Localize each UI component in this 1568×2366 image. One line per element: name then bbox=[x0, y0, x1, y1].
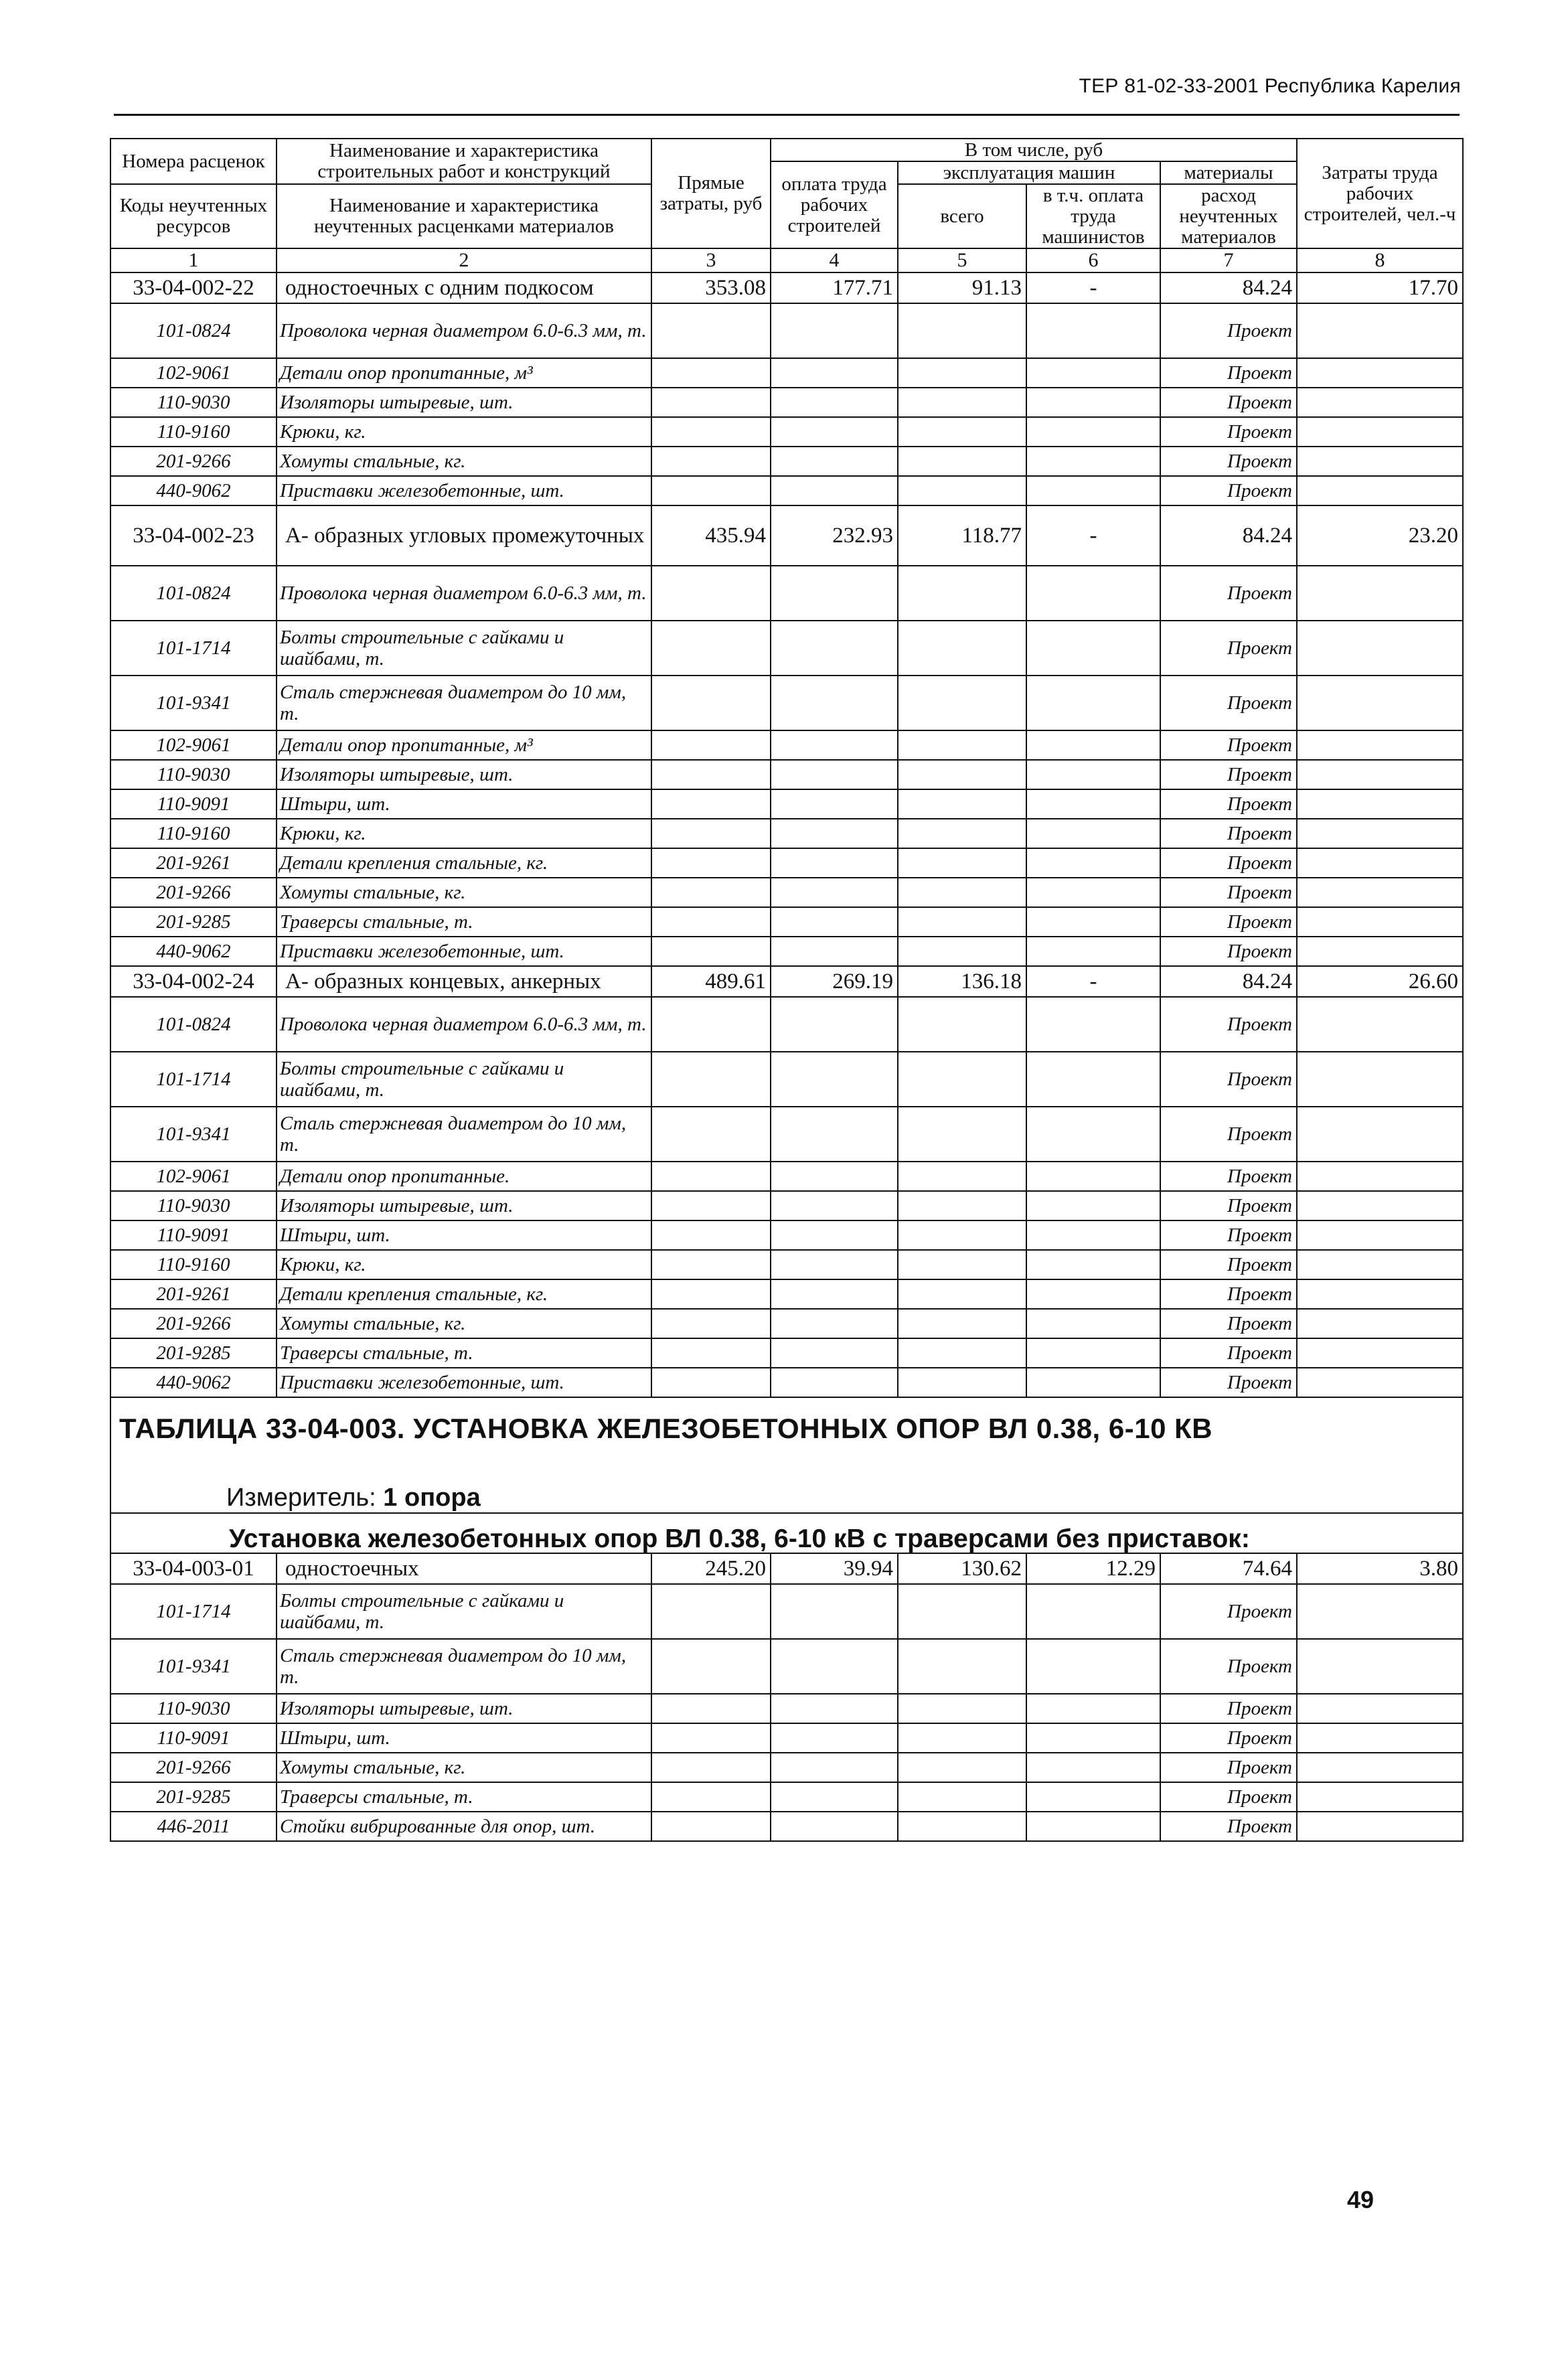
resource-row bbox=[110, 760, 1463, 789]
resource-name: Проволока черная диаметром 6.0-6.3 мм, т. bbox=[277, 997, 651, 1052]
resource-code: 110-9030 bbox=[110, 388, 277, 417]
rate-code: 33-04-002-22 bbox=[110, 272, 277, 303]
column-number: 5 bbox=[898, 248, 1026, 272]
resource-row bbox=[110, 819, 1463, 848]
resource-name: Изоляторы штыревые, шт. bbox=[277, 760, 651, 789]
measure-value: 1 опора bbox=[383, 1484, 481, 1512]
direct-cost: 245.20 bbox=[651, 1553, 771, 1584]
resource-row bbox=[110, 1309, 1463, 1338]
header-machines: эксплуатация машин bbox=[898, 161, 1160, 184]
table-section-header bbox=[110, 1397, 1463, 1513]
resource-value: Проект bbox=[1160, 1368, 1297, 1397]
resource-code: 110-9030 bbox=[110, 1191, 277, 1220]
resource-code: 201-9266 bbox=[110, 447, 277, 476]
resource-value: Проект bbox=[1160, 1753, 1297, 1782]
resource-code: 201-9261 bbox=[110, 848, 277, 878]
direct-cost: 489.61 bbox=[651, 966, 771, 997]
resource-name: Болты строительные с гайками и шайбами, т. bbox=[277, 621, 651, 676]
rate-row bbox=[110, 505, 1463, 566]
resource-name: Траверсы стальные, т. bbox=[277, 1782, 651, 1812]
resource-name: Хомуты стальные, кг. bbox=[277, 1309, 651, 1338]
materials-cost: 74.64 bbox=[1160, 1553, 1297, 1584]
resource-row bbox=[110, 417, 1463, 447]
labor-pay: 269.19 bbox=[771, 966, 898, 997]
resource-value: Проект bbox=[1160, 1191, 1297, 1220]
page-number: 49 bbox=[1347, 2186, 1375, 2213]
header-col4: оплата труда рабочих строителей bbox=[771, 161, 898, 248]
resource-code: 101-9341 bbox=[110, 1107, 277, 1162]
resource-code: 440-9062 bbox=[110, 937, 277, 966]
resource-code: 201-9285 bbox=[110, 1338, 277, 1368]
resource-row bbox=[110, 1279, 1463, 1309]
rate-description: А- образных концевых, анкерных bbox=[277, 966, 651, 997]
resource-name: Приставки железобетонные, шт. bbox=[277, 937, 651, 966]
resource-value: Проект bbox=[1160, 1250, 1297, 1279]
page-header-title: ТЕР 81-02-33-2001 Республика Карелия bbox=[1079, 75, 1461, 97]
resource-value: Проект bbox=[1160, 1723, 1297, 1753]
resource-value: Проект bbox=[1160, 676, 1297, 730]
materials-cost: 84.24 bbox=[1160, 966, 1297, 997]
resource-name: Проволока черная диаметром 6.0-6.3 мм, т. bbox=[277, 303, 651, 358]
header-group: В том числе, руб bbox=[771, 139, 1297, 161]
resource-code: 110-9160 bbox=[110, 1250, 277, 1279]
measure-label: Измеритель: bbox=[226, 1484, 376, 1512]
resource-value: Проект bbox=[1160, 417, 1297, 447]
resource-value: Проект bbox=[1160, 907, 1297, 937]
resource-row bbox=[110, 388, 1463, 417]
resource-row bbox=[110, 997, 1463, 1052]
resource-code: 201-9266 bbox=[110, 878, 277, 907]
resource-row bbox=[110, 358, 1463, 388]
resource-name: Крюки, кг. bbox=[277, 1250, 651, 1279]
resource-value: Проект bbox=[1160, 1338, 1297, 1368]
resource-name: Сталь стержневая диаметром до 10 мм, т. bbox=[277, 676, 651, 730]
resource-code: 201-9261 bbox=[110, 1279, 277, 1309]
resource-code: 110-9160 bbox=[110, 819, 277, 848]
resource-row bbox=[110, 937, 1463, 966]
column-number: 2 bbox=[277, 248, 651, 272]
resource-row bbox=[110, 1753, 1463, 1782]
header-rule bbox=[114, 114, 1460, 116]
resource-value: Проект bbox=[1160, 760, 1297, 789]
resource-name: Изоляторы штыревые, шт. bbox=[277, 388, 651, 417]
resource-code: 201-9285 bbox=[110, 907, 277, 937]
header-col1-bottom: Коды неучтенных ресурсов bbox=[110, 184, 277, 248]
resource-value: Проект bbox=[1160, 566, 1297, 621]
resource-code: 101-0824 bbox=[110, 997, 277, 1052]
resource-row bbox=[110, 566, 1463, 621]
labor-hours: 17.70 bbox=[1297, 272, 1463, 303]
resource-value: Проект bbox=[1160, 1639, 1297, 1694]
resource-value: Проект bbox=[1160, 1052, 1297, 1107]
resource-row bbox=[110, 907, 1463, 937]
machinists-pay: - bbox=[1026, 966, 1160, 997]
machines-total: 91.13 bbox=[898, 272, 1026, 303]
machinists-pay: - bbox=[1026, 272, 1160, 303]
resource-name: Детали крепления стальные, кг. bbox=[277, 1279, 651, 1309]
resource-name: Приставки железобетонные, шт. bbox=[277, 1368, 651, 1397]
resource-code: 110-9091 bbox=[110, 789, 277, 819]
resource-code: 110-9091 bbox=[110, 1220, 277, 1250]
resource-name: Болты строительные с гайками и шайбами, т. bbox=[277, 1584, 651, 1639]
rate-code: 33-04-002-24 bbox=[110, 966, 277, 997]
labor-pay: 232.93 bbox=[771, 505, 898, 566]
header-col5: всего bbox=[898, 184, 1026, 248]
header-col2-top: Наименование и характеристика строительных работ и конструкций bbox=[277, 139, 651, 184]
machines-total: 136.18 bbox=[898, 966, 1026, 997]
resource-code: 201-9285 bbox=[110, 1782, 277, 1812]
resource-row bbox=[110, 1639, 1463, 1694]
rate-code: 33-04-003-01 bbox=[110, 1553, 277, 1584]
resource-value: Проект bbox=[1160, 447, 1297, 476]
column-numbers-row bbox=[110, 248, 1463, 272]
rate-description: одностоечных с одним подкосом bbox=[277, 272, 651, 303]
resource-code: 102-9061 bbox=[110, 730, 277, 760]
resource-row bbox=[110, 676, 1463, 730]
resource-code: 110-9160 bbox=[110, 417, 277, 447]
resource-row bbox=[110, 1812, 1463, 1841]
resource-value: Проект bbox=[1160, 819, 1297, 848]
header-col6: в т.ч. оплата труда машинистов bbox=[1026, 184, 1160, 248]
resource-row bbox=[110, 848, 1463, 878]
resource-value: Проект bbox=[1160, 303, 1297, 358]
resource-value: Проект bbox=[1160, 1782, 1297, 1812]
resource-name: Детали опор пропитанные, м³ bbox=[277, 730, 651, 760]
subsection-title: Установка железобетонных опор ВЛ 0.38, 6-10 кВ с траверсами без приставок: bbox=[110, 1513, 1463, 1553]
resource-row bbox=[110, 1052, 1463, 1107]
resource-value: Проект bbox=[1160, 1220, 1297, 1250]
header-col8: Затраты труда рабочих строителей, чел.-ч bbox=[1297, 139, 1463, 248]
resource-value: Проект bbox=[1160, 878, 1297, 907]
materials-cost: 84.24 bbox=[1160, 272, 1297, 303]
resource-name: Штыри, шт. bbox=[277, 789, 651, 819]
rate-row bbox=[110, 272, 1463, 303]
resource-value: Проект bbox=[1160, 1107, 1297, 1162]
resource-name: Крюки, кг. bbox=[277, 417, 651, 447]
resource-value: Проект bbox=[1160, 621, 1297, 676]
resource-code: 446-2011 bbox=[110, 1812, 277, 1841]
rate-description: одностоечных bbox=[277, 1553, 651, 1584]
resource-name: Штыри, шт. bbox=[277, 1723, 651, 1753]
resource-name: Приставки железобетонные, шт. bbox=[277, 476, 651, 505]
rate-code: 33-04-002-23 bbox=[110, 505, 277, 566]
column-number: 8 bbox=[1297, 248, 1463, 272]
resource-row bbox=[110, 476, 1463, 505]
subsection-header bbox=[110, 1513, 1463, 1553]
resource-row bbox=[110, 878, 1463, 907]
machinists-pay: 12.29 bbox=[1026, 1553, 1160, 1584]
column-number: 3 bbox=[651, 248, 771, 272]
resource-code: 101-1714 bbox=[110, 1052, 277, 1107]
rate-row bbox=[110, 1553, 1463, 1584]
price-table bbox=[110, 138, 1464, 1842]
resource-value: Проект bbox=[1160, 388, 1297, 417]
column-number: 6 bbox=[1026, 248, 1160, 272]
resource-value: Проект bbox=[1160, 476, 1297, 505]
resource-row bbox=[110, 1250, 1463, 1279]
column-number: 7 bbox=[1160, 248, 1297, 272]
machines-total: 118.77 bbox=[898, 505, 1026, 566]
resource-name: Болты строительные с гайками и шайбами, т. bbox=[277, 1052, 651, 1107]
resource-value: Проект bbox=[1160, 1584, 1297, 1639]
resource-value: Проект bbox=[1160, 997, 1297, 1052]
resource-value: Проект bbox=[1160, 1812, 1297, 1841]
machines-total: 130.62 bbox=[898, 1553, 1026, 1584]
resource-name: Изоляторы штыревые, шт. bbox=[277, 1694, 651, 1723]
resource-value: Проект bbox=[1160, 1279, 1297, 1309]
resource-row bbox=[110, 1694, 1463, 1723]
resource-name: Сталь стержневая диаметром до 10 мм, т. bbox=[277, 1107, 651, 1162]
rate-description: А- образных угловых промежуточных bbox=[277, 505, 651, 566]
resource-code: 201-9266 bbox=[110, 1753, 277, 1782]
table-section-title: ТАБЛИЦА 33-04-003. УСТАНОВКА ЖЕЛЕЗОБЕТОННЫХ ОПОР ВЛ 0.38, 6-10 КВ bbox=[119, 1413, 1213, 1444]
resource-name: Изоляторы штыревые, шт. bbox=[277, 1191, 651, 1220]
resource-name: Стойки вибрированные для опор, шт. bbox=[277, 1812, 651, 1841]
resource-code: 440-9062 bbox=[110, 1368, 277, 1397]
resource-name: Крюки, кг. bbox=[277, 819, 651, 848]
resource-value: Проект bbox=[1160, 1694, 1297, 1723]
resource-name: Хомуты стальные, кг. bbox=[277, 878, 651, 907]
column-number: 1 bbox=[110, 248, 277, 272]
resource-row bbox=[110, 447, 1463, 476]
resource-name: Сталь стержневая диаметром до 10 мм, т. bbox=[277, 1639, 651, 1694]
resource-name: Хомуты стальные, кг. bbox=[277, 1753, 651, 1782]
rate-row bbox=[110, 966, 1463, 997]
resource-row bbox=[110, 1220, 1463, 1250]
resource-row bbox=[110, 1723, 1463, 1753]
resource-code: 101-9341 bbox=[110, 1639, 277, 1694]
header-materials: материалы bbox=[1160, 161, 1297, 184]
resource-name: Детали крепления стальные, кг. bbox=[277, 848, 651, 878]
resource-code: 201-9266 bbox=[110, 1309, 277, 1338]
resource-row bbox=[110, 1162, 1463, 1191]
header-col7: расход неучтенных материалов bbox=[1160, 184, 1297, 248]
resource-row bbox=[110, 789, 1463, 819]
resource-value: Проект bbox=[1160, 789, 1297, 819]
resource-name: Траверсы стальные, т. bbox=[277, 907, 651, 937]
resource-row bbox=[110, 303, 1463, 358]
resource-name: Детали опор пропитанные. bbox=[277, 1162, 651, 1191]
resource-code: 110-9091 bbox=[110, 1723, 277, 1753]
measure-line bbox=[111, 1484, 1462, 1512]
resource-value: Проект bbox=[1160, 358, 1297, 388]
resource-code: 110-9030 bbox=[110, 1694, 277, 1723]
resource-value: Проект bbox=[1160, 1309, 1297, 1338]
resource-code: 440-9062 bbox=[110, 476, 277, 505]
resource-row bbox=[110, 1338, 1463, 1368]
machinists-pay: - bbox=[1026, 505, 1160, 566]
resource-code: 101-0824 bbox=[110, 566, 277, 621]
header-col1-top: Номера расценок bbox=[110, 139, 277, 184]
resource-row bbox=[110, 1584, 1463, 1639]
resource-value: Проект bbox=[1160, 730, 1297, 760]
resource-value: Проект bbox=[1160, 1162, 1297, 1191]
column-number: 4 bbox=[771, 248, 898, 272]
materials-cost: 84.24 bbox=[1160, 505, 1297, 566]
resource-name: Траверсы стальные, т. bbox=[277, 1338, 651, 1368]
resource-value: Проект bbox=[1160, 937, 1297, 966]
resource-code: 102-9061 bbox=[110, 1162, 277, 1191]
labor-hours: 26.60 bbox=[1297, 966, 1463, 997]
resource-code: 102-9061 bbox=[110, 358, 277, 388]
direct-cost: 353.08 bbox=[651, 272, 771, 303]
labor-hours: 23.20 bbox=[1297, 505, 1463, 566]
labor-pay: 177.71 bbox=[771, 272, 898, 303]
header-col2-bottom: Наименование и характеристика неучтенных расценками материалов bbox=[277, 184, 651, 248]
resource-name: Детали опор пропитанные, м³ bbox=[277, 358, 651, 388]
direct-cost: 435.94 bbox=[651, 505, 771, 566]
resource-code: 101-9341 bbox=[110, 676, 277, 730]
resource-name: Хомуты стальные, кг. bbox=[277, 447, 651, 476]
resource-row bbox=[110, 1782, 1463, 1812]
resource-row bbox=[110, 1368, 1463, 1397]
resource-code: 110-9030 bbox=[110, 760, 277, 789]
header-col3: Прямые затраты, руб bbox=[651, 139, 771, 248]
resource-code: 101-0824 bbox=[110, 303, 277, 358]
resource-row bbox=[110, 1191, 1463, 1220]
resource-name: Проволока черная диаметром 6.0-6.3 мм, т. bbox=[277, 566, 651, 621]
labor-hours: 3.80 bbox=[1297, 1553, 1463, 1584]
resource-row bbox=[110, 621, 1463, 676]
resource-value: Проект bbox=[1160, 848, 1297, 878]
resource-code: 101-1714 bbox=[110, 621, 277, 676]
resource-name: Штыри, шт. bbox=[277, 1220, 651, 1250]
resource-code: 101-1714 bbox=[110, 1584, 277, 1639]
resource-row bbox=[110, 730, 1463, 760]
labor-pay: 39.94 bbox=[771, 1553, 898, 1584]
resource-row bbox=[110, 1107, 1463, 1162]
